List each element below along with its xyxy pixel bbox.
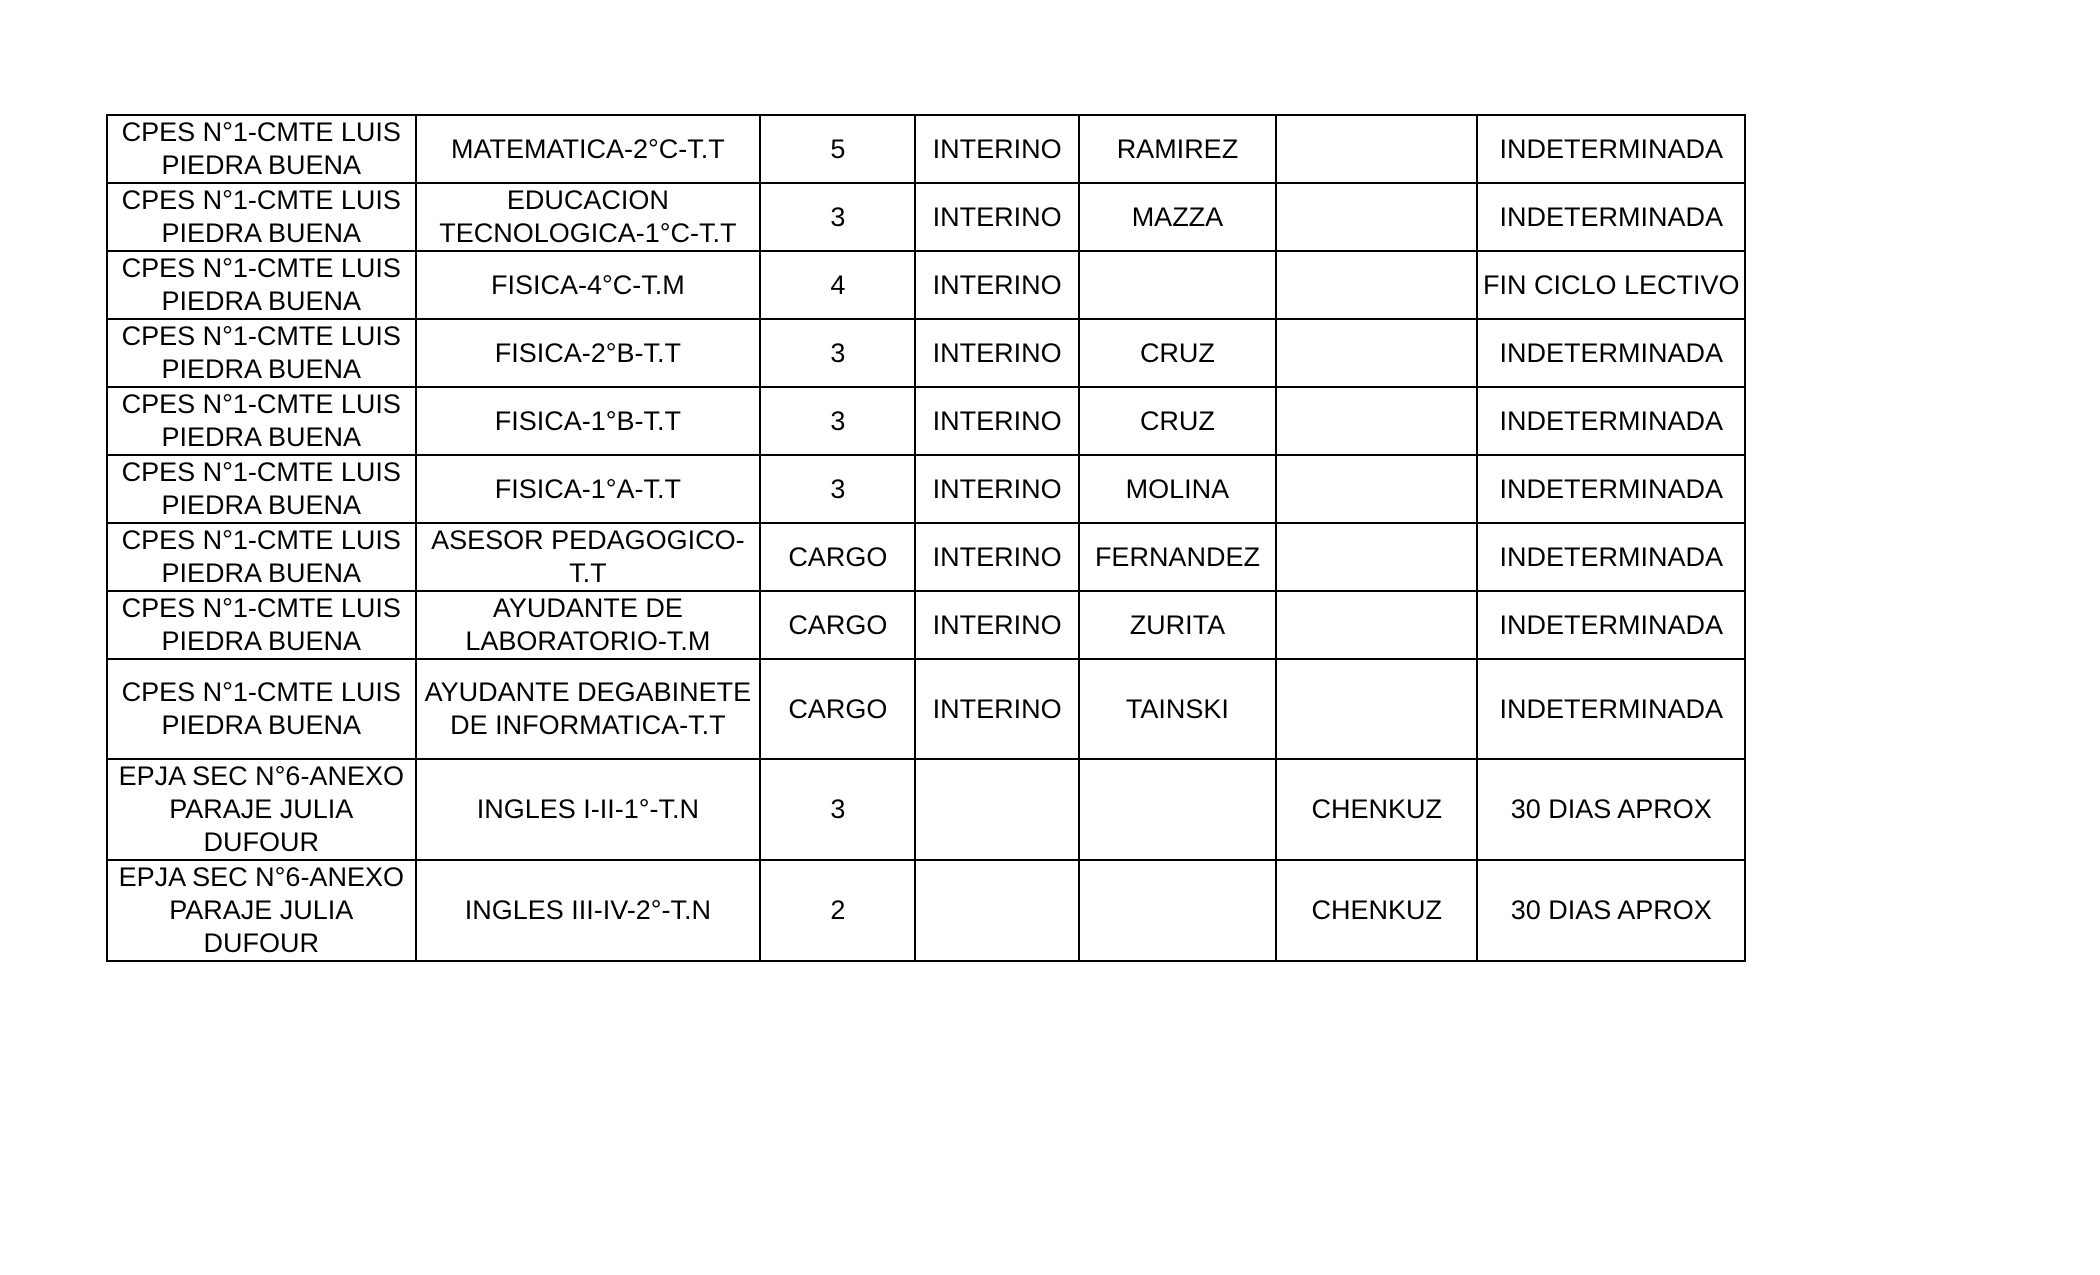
school-cell: CPES N°1-CMTE LUIS PIEDRA BUENA <box>107 183 416 251</box>
replacement-cell <box>1276 387 1477 455</box>
subject-cell: AYUDANTE DE LABORATORIO-T.M <box>416 591 761 659</box>
table-row <box>107 251 1745 319</box>
replacement-cell <box>1276 455 1477 523</box>
hours-cell: CARGO <box>760 659 915 759</box>
replacement-cell: CHENKUZ <box>1276 759 1477 860</box>
status-cell: INTERINO <box>915 455 1078 523</box>
hours-cell: 3 <box>760 319 915 387</box>
subject-cell: FISICA-4°C-T.M <box>416 251 761 319</box>
school-cell: EPJA SEC N°6-ANEXO PARAJE JULIA DUFOUR <box>107 860 416 961</box>
table-row <box>107 115 1745 183</box>
subject-cell: FISICA-2°B-T.T <box>416 319 761 387</box>
hours-cell: 4 <box>760 251 915 319</box>
duration-cell: INDETERMINADA <box>1477 319 1745 387</box>
duration-cell: 30 DIAS APROX <box>1477 759 1745 860</box>
school-cell: EPJA SEC N°6-ANEXO PARAJE JULIA DUFOUR <box>107 759 416 860</box>
subject-cell: INGLES III-IV-2°-T.N <box>416 860 761 961</box>
table-row <box>107 591 1745 659</box>
status-cell <box>915 860 1078 961</box>
subject-cell: MATEMATICA-2°C-T.T <box>416 115 761 183</box>
duration-cell: 30 DIAS APROX <box>1477 860 1745 961</box>
holder-cell: RAMIREZ <box>1079 115 1276 183</box>
holder-cell: CRUZ <box>1079 387 1276 455</box>
status-cell: INTERINO <box>915 319 1078 387</box>
replacement-cell <box>1276 319 1477 387</box>
holder-cell: FERNANDEZ <box>1079 523 1276 591</box>
school-cell: CPES N°1-CMTE LUIS PIEDRA BUENA <box>107 591 416 659</box>
holder-cell: CRUZ <box>1079 319 1276 387</box>
replacement-cell <box>1276 251 1477 319</box>
hours-cell: 3 <box>760 183 915 251</box>
replacement-cell <box>1276 591 1477 659</box>
duration-cell: INDETERMINADA <box>1477 183 1745 251</box>
duration-cell: FIN CICLO LECTIVO <box>1477 251 1745 319</box>
replacement-cell <box>1276 183 1477 251</box>
holder-cell <box>1079 251 1276 319</box>
school-cell: CPES N°1-CMTE LUIS PIEDRA BUENA <box>107 251 416 319</box>
subject-cell: AYUDANTE DEGABINETE DE INFORMATICA-T.T <box>416 659 761 759</box>
hours-cell: 2 <box>760 860 915 961</box>
status-cell: INTERINO <box>915 591 1078 659</box>
replacement-cell <box>1276 659 1477 759</box>
subject-cell: FISICA-1°A-T.T <box>416 455 761 523</box>
table-row <box>107 387 1745 455</box>
status-cell: INTERINO <box>915 183 1078 251</box>
table-row <box>107 659 1745 759</box>
holder-cell: MAZZA <box>1079 183 1276 251</box>
school-cell: CPES N°1-CMTE LUIS PIEDRA BUENA <box>107 455 416 523</box>
holder-cell: TAINSKI <box>1079 659 1276 759</box>
hours-cell: 5 <box>760 115 915 183</box>
duration-cell: INDETERMINADA <box>1477 523 1745 591</box>
holder-cell <box>1079 759 1276 860</box>
replacement-cell: CHENKUZ <box>1276 860 1477 961</box>
status-cell: INTERINO <box>915 659 1078 759</box>
duration-cell: INDETERMINADA <box>1477 591 1745 659</box>
subject-cell: FISICA-1°B-T.T <box>416 387 761 455</box>
subject-cell: ASESOR PEDAGOGICO-T.T <box>416 523 761 591</box>
holder-cell: MOLINA <box>1079 455 1276 523</box>
replacement-cell <box>1276 523 1477 591</box>
subject-cell: INGLES I-II-1°-T.N <box>416 759 761 860</box>
duration-cell: INDETERMINADA <box>1477 115 1745 183</box>
table-row <box>107 860 1745 961</box>
table-row <box>107 455 1745 523</box>
duration-cell: INDETERMINADA <box>1477 387 1745 455</box>
holder-cell <box>1079 860 1276 961</box>
hours-cell: CARGO <box>760 591 915 659</box>
table-row <box>107 523 1745 591</box>
school-cell: CPES N°1-CMTE LUIS PIEDRA BUENA <box>107 387 416 455</box>
table-row <box>107 319 1745 387</box>
vacancies-table <box>106 114 1746 962</box>
hours-cell: CARGO <box>760 523 915 591</box>
hours-cell: 3 <box>760 455 915 523</box>
school-cell: CPES N°1-CMTE LUIS PIEDRA BUENA <box>107 319 416 387</box>
table-row <box>107 759 1745 860</box>
hours-cell: 3 <box>760 387 915 455</box>
holder-cell: ZURITA <box>1079 591 1276 659</box>
duration-cell: INDETERMINADA <box>1477 659 1745 759</box>
school-cell: CPES N°1-CMTE LUIS PIEDRA BUENA <box>107 115 416 183</box>
status-cell: INTERINO <box>915 387 1078 455</box>
table-row <box>107 183 1745 251</box>
school-cell: CPES N°1-CMTE LUIS PIEDRA BUENA <box>107 659 416 759</box>
school-cell: CPES N°1-CMTE LUIS PIEDRA BUENA <box>107 523 416 591</box>
status-cell: INTERINO <box>915 115 1078 183</box>
duration-cell: INDETERMINADA <box>1477 455 1745 523</box>
status-cell <box>915 759 1078 860</box>
status-cell: INTERINO <box>915 523 1078 591</box>
hours-cell: 3 <box>760 759 915 860</box>
subject-cell: EDUCACION TECNOLOGICA-1°C-T.T <box>416 183 761 251</box>
status-cell: INTERINO <box>915 251 1078 319</box>
replacement-cell <box>1276 115 1477 183</box>
